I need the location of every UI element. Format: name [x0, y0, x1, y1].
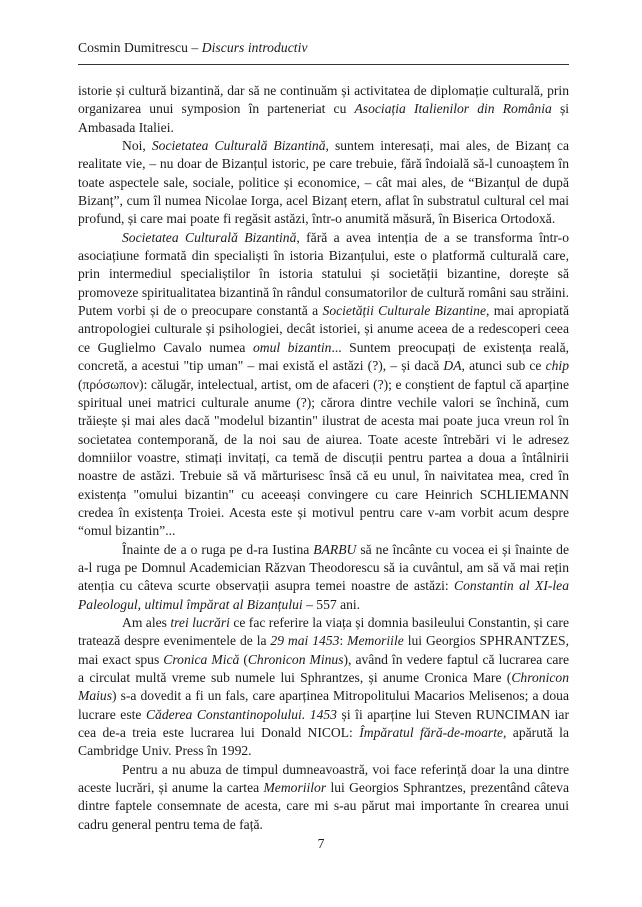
italic-run: Memoriilor [263, 780, 327, 796]
text-run: lui Georgios Sphrantzes, prezentând câteva dintre faptele consemnate de acesta, care mi s-au părut mai importante în crearea unui cadru general pentru tema de față. [78, 780, 570, 832]
text-run: lui Georgios SPHRANTZES, mai exact spus [78, 633, 569, 667]
text-run: ), având în vedere faptul că lucrarea care a circulat multă vreme sub numele lui Sphrantzes, și anume Cronica Mare ( [78, 651, 569, 685]
text-run: , mai apropiată antropologiei culturale și psihologiei, decât istoriei, și anume aceea de a redescoperi ceea ce Guglielmo Cavalo numea [78, 303, 569, 355]
running-head [78, 40, 308, 56]
paragraph [78, 541, 569, 614]
text-run: Noi, [122, 138, 152, 154]
italic-run: 29 mai 1453 [270, 633, 340, 649]
italic-run: Cronica Mică [163, 651, 240, 667]
italic-run: Căderea Constantinopolului. 1453 [145, 706, 337, 722]
italic-run: Memoriile [347, 633, 404, 649]
text-run: și Ambasada Italiei. [78, 101, 570, 135]
italic-run: Chronicon Maius [78, 670, 569, 704]
text-run: Pentru a nu abuza de timpul dumneavoastră, voi face referință doar la una dintre aceste lucrări, și anume la cartea [78, 761, 569, 796]
italic-run: Chronicon Minus [247, 651, 344, 667]
text-run: Înainte de a o ruga pe d-ra Iustina [122, 541, 314, 557]
running-head-separator: – [187, 40, 202, 55]
text-run: ... Suntem preocupați de existența reală, concretă, a acestui "tip uman" – mai există el astăzi (?), – și dacă [78, 339, 569, 374]
text-run: , suntem interesați, mai ales, de Bizanț ca realitate vie, – nu doar de Bizanțul istoric, pe care trebuie, fără îndoială să-l cunoaștem în toate aspectele sale, sociale, politice și economice, – cât mai ales, de “Bizanțul de după Bizanț”, cum îl numea Nicolae Iorga, acel Bizanț etern, aflat în substratul cultural cel mai profund, și care mai poate fi regăsit astăzi, într-o anumită măsură, în Biserica Ortodoxă. [78, 138, 570, 227]
text-run: ( [239, 651, 248, 667]
text-run: istorie și cultură bizantină, dar să ne continuăm și activitatea de diplomație culturală, prin organizarea unui symposion în parteneriat cu [78, 83, 569, 117]
text-run: și îi aparține lui Steven RUNCIMAN iar cea de-a treia este lucrarea lui Donald NICOL: [78, 706, 569, 741]
text-run: – 557 ani. [302, 596, 361, 612]
text-run: Am ales [122, 614, 171, 630]
paragraph [78, 229, 569, 541]
running-head-author: Cosmin Dumitrescu [78, 40, 188, 55]
paragraph [78, 82, 569, 137]
text-run: (πρόσωπον): călugăr, intelectual, artist, om de afaceri (?); e conștient de faptul că aparține spiritual unei matrici culturale anume (?); cărora dintre vechile valori se închină, cum trăiește și mai ales dacă "modelul bizantin" ilustrat de acesta mai poate juca vreun rol în societatea contemporană, de la noi sau de aiurea. Toate aceste întrebări vi le adresez domniilor voastre, stimați invitați, ca temă de discuții pentru partea a doua a întâlnirii noastre de astăzi. Trebuie să vă mărturisesc însă că eu unul, în naivitatea mea, cred în existența "omului bizantin" cu aceeași convingere cu care Heinrich SCHLIEMANN credea în existența Troiei. Acesta este și motivul pentru care v-am vorbit acum despre “omul bizantin”... [78, 376, 569, 539]
text-run: : [339, 633, 348, 649]
italic-run: Constantin al XI-lea Paleologul, ultimul împărat al Bizanțului [78, 578, 569, 612]
italic-run: DA [443, 358, 462, 374]
body-text [78, 82, 569, 834]
text-run: ce fac referire la viața și domnia basileului Constantin, și care tratează despre evenimentele de la [78, 614, 569, 649]
italic-run: Societății Culturale Bizantine [322, 303, 486, 319]
paragraph [78, 614, 569, 761]
italic-run: chip [545, 358, 569, 374]
italic-run: Asociația Italienilor din România [354, 101, 552, 117]
running-head-title: Discurs introductiv [201, 40, 308, 55]
italic-run: Societatea Culturală Bizantină [151, 138, 326, 154]
italic-run: Împăratul fără-de-moarte [359, 725, 504, 741]
text-run: să ne încânte cu vocea ei și înainte de a-l ruga pe Domnul Academician Răzvan Theodorescu să ia cuvântul, am să vă mai rețin atenția cu câteva scurte observații asupra temei noastre de astăzi: [78, 541, 569, 594]
text-run: , apărută la Cambridge Univ. Press în 1992. [78, 725, 569, 759]
header-rule [78, 64, 569, 65]
text-run: , atunci sub ce [461, 358, 546, 374]
paragraph [78, 137, 569, 229]
text-run: , fără a avea intenția de a se transforma într-o asociațiune formată din specialiști în istoria Bizanțului, este o platformă culturală care, prin intermediul specialiștilor în istoria statului și societății bizantine, dorește să promoveze spiritualitatea bizantină în rândul consumatorilor de cultură români sau străini. Putem vorbi și de o preocupare constantă a [78, 229, 569, 319]
italic-run: omul bizantin [252, 339, 332, 355]
italic-run: BARBU [313, 541, 357, 557]
page-number: 7 [317, 836, 325, 851]
paragraph [78, 761, 569, 834]
italic-run: trei lucrări [170, 614, 230, 630]
italic-run: Societatea Culturală Bizantină [122, 229, 297, 245]
text-run: ) s-a dovedit a fi un fals, care aparținea Mitropolitului Macarios Melisenos; a doua lucrare este [78, 688, 569, 722]
